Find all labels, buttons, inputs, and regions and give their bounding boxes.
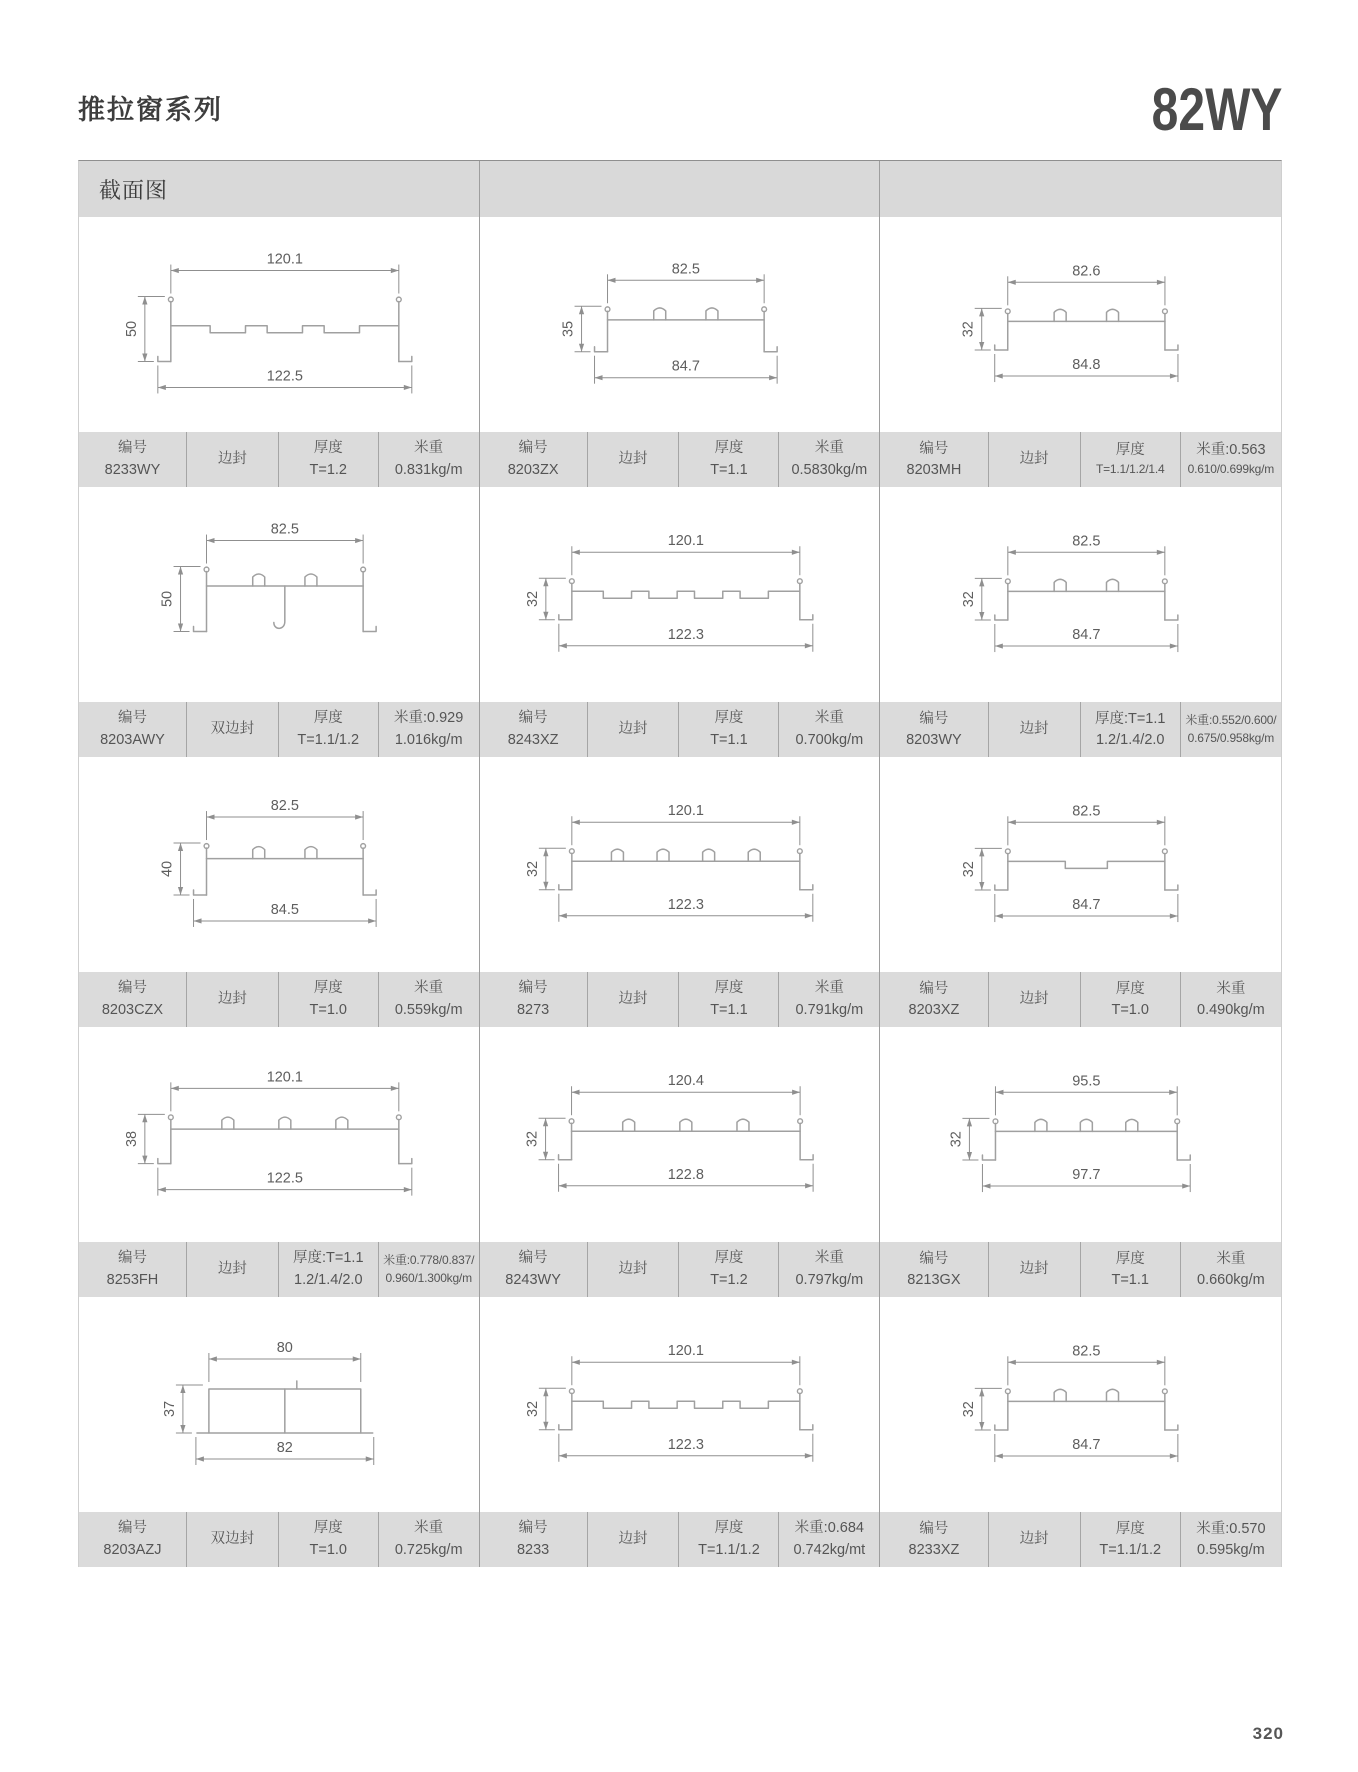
svg-text:50: 50 xyxy=(159,590,176,608)
svg-text:82.5: 82.5 xyxy=(270,798,299,815)
svg-text:120.1: 120.1 xyxy=(667,803,704,820)
info-seal xyxy=(588,1242,680,1297)
info-weight-value: 0.660kg/m xyxy=(1197,1271,1265,1288)
info-thickness-value: T=1.0 xyxy=(309,1541,347,1558)
profile-info-bar xyxy=(880,972,1281,1027)
page-header xyxy=(78,76,1282,143)
info-weight xyxy=(379,1512,479,1567)
cross-section-drawing xyxy=(79,217,479,432)
info-weight xyxy=(379,972,479,1027)
profile-cell xyxy=(79,1027,480,1297)
info-seal-value: 边封 xyxy=(1019,721,1049,738)
info-code-label: 编号 xyxy=(518,980,548,997)
info-weight xyxy=(379,1242,479,1297)
svg-text:32: 32 xyxy=(524,1400,541,1418)
info-code-label: 编号 xyxy=(117,440,147,457)
info-thickness-value: T=1.1 xyxy=(710,461,748,478)
info-weight-label: 米重 xyxy=(814,980,844,997)
table-header-cell xyxy=(480,161,881,217)
info-thickness-label: 厚度 xyxy=(1115,1250,1145,1267)
profile-cell xyxy=(480,1027,881,1297)
profile-info-bar xyxy=(79,972,479,1027)
svg-text:120.1: 120.1 xyxy=(667,1343,704,1360)
info-thickness xyxy=(679,432,779,487)
info-weight xyxy=(779,1242,879,1297)
profile-info-bar xyxy=(79,702,479,757)
info-weight xyxy=(1181,972,1281,1027)
info-weight-label: 米重:0.778/0.837/ xyxy=(383,1253,475,1268)
info-thickness-label: 厚度 xyxy=(313,710,343,727)
info-weight-value: 0.490kg/m xyxy=(1197,1001,1265,1018)
profile-cell xyxy=(79,487,480,757)
info-code-value: 8203MH xyxy=(906,461,962,478)
profile-table xyxy=(78,160,1282,1567)
info-code xyxy=(880,432,988,487)
info-thickness-label: 厚度 xyxy=(714,710,744,727)
info-code-value: 8213GX xyxy=(907,1271,961,1288)
cross-section-drawing xyxy=(880,487,1281,702)
info-weight xyxy=(779,1512,879,1567)
info-code-value: 8233XZ xyxy=(908,1541,960,1558)
info-weight xyxy=(1181,1512,1281,1567)
info-thickness-value: 1.2/1.4/2.0 xyxy=(294,1271,363,1288)
info-code-value: 8203WY xyxy=(906,731,962,748)
svg-text:82.5: 82.5 xyxy=(270,521,299,538)
info-weight-label: 米重 xyxy=(414,980,444,997)
info-code-value: 8233WY xyxy=(104,461,161,478)
info-weight-value: 0.559kg/m xyxy=(394,1001,463,1018)
profile-info-bar xyxy=(880,1242,1281,1297)
cross-section-drawing xyxy=(79,1027,479,1242)
info-thickness-label: 厚度 xyxy=(1115,1520,1145,1537)
svg-text:50: 50 xyxy=(123,320,140,338)
profile-cell xyxy=(480,217,881,487)
info-seal-value: 双边封 xyxy=(210,720,255,737)
info-thickness-value: 1.2/1.4/2.0 xyxy=(1095,731,1165,748)
profile-cell xyxy=(480,1297,881,1567)
info-weight-value: 0.797kg/m xyxy=(795,1271,864,1288)
info-weight-label: 米重 xyxy=(414,1520,444,1537)
svg-text:84.7: 84.7 xyxy=(671,358,700,375)
info-weight-label: 米重 xyxy=(1216,1250,1246,1267)
info-code-value: 8273 xyxy=(516,1001,550,1018)
svg-text:32: 32 xyxy=(524,1130,541,1148)
info-code-label: 编号 xyxy=(919,980,949,997)
info-weight-value: 0.960/1.300kg/m xyxy=(385,1270,472,1285)
info-seal xyxy=(187,702,279,757)
page-number: 320 xyxy=(1252,1724,1284,1743)
info-code-value: 8243XZ xyxy=(507,731,559,748)
table-header-row xyxy=(79,161,1281,217)
info-seal xyxy=(588,1512,680,1567)
cross-section-drawing xyxy=(880,757,1281,972)
info-thickness-value: T=1.1/1.2 xyxy=(297,731,360,748)
info-code-label: 编号 xyxy=(117,710,147,727)
profile-info-bar xyxy=(79,432,479,487)
info-weight-label: 米重 xyxy=(414,440,444,457)
cross-section-drawing xyxy=(880,217,1281,432)
info-thickness xyxy=(679,702,779,757)
info-weight-value: 0.675/0.958kg/m xyxy=(1187,730,1275,745)
profile-info-bar xyxy=(480,702,880,757)
info-seal xyxy=(187,432,279,487)
info-weight-label: 米重 xyxy=(814,1250,844,1267)
info-thickness-value: T=1.1 xyxy=(710,1001,748,1018)
info-weight-value: 0.725kg/m xyxy=(394,1541,463,1558)
cross-section-drawing xyxy=(480,1027,880,1242)
info-seal-value: 边封 xyxy=(217,990,247,1007)
info-seal xyxy=(989,432,1081,487)
info-code-label: 编号 xyxy=(919,1520,949,1537)
info-seal-value: 双边封 xyxy=(210,1530,255,1547)
info-code-value: 8203XZ xyxy=(908,1001,960,1018)
info-thickness xyxy=(279,1242,379,1297)
info-code-label: 编号 xyxy=(117,1520,147,1537)
profile-cell xyxy=(79,1297,480,1567)
profile-cell xyxy=(880,1297,1281,1567)
info-code-value: 8203AZJ xyxy=(103,1541,162,1558)
info-code-label: 编号 xyxy=(518,1520,548,1537)
cross-section-drawing xyxy=(480,1297,880,1512)
info-weight xyxy=(779,972,879,1027)
info-thickness xyxy=(679,972,779,1027)
profile-info-bar xyxy=(880,702,1281,757)
info-thickness xyxy=(679,1512,779,1567)
info-thickness xyxy=(1081,1242,1181,1297)
info-thickness-value: T=1.1/1.2 xyxy=(698,1541,760,1558)
svg-text:122.5: 122.5 xyxy=(266,1170,303,1187)
profile-grid xyxy=(79,217,1281,1567)
svg-text:37: 37 xyxy=(161,1400,178,1418)
profile-info-bar xyxy=(79,1512,479,1567)
info-weight-value: 0.5830kg/m xyxy=(791,461,868,478)
table-header-cell xyxy=(79,161,480,217)
info-weight-value: 0.610/0.699kg/m xyxy=(1187,462,1275,477)
info-thickness-label: 厚度 xyxy=(313,1520,343,1537)
info-seal-value: 边封 xyxy=(217,1260,247,1277)
profile-info-bar xyxy=(480,1242,880,1297)
info-seal-value: 边封 xyxy=(1019,451,1049,468)
info-thickness-value: T=1.1/1.2/1.4 xyxy=(1095,462,1165,477)
info-seal-value: 边封 xyxy=(1019,1531,1049,1548)
svg-text:84.7: 84.7 xyxy=(1072,897,1101,914)
info-thickness xyxy=(1081,432,1181,487)
profile-info-bar xyxy=(480,1512,880,1567)
info-weight-value: 0.700kg/m xyxy=(795,731,864,748)
info-code xyxy=(79,972,187,1027)
info-code xyxy=(880,972,988,1027)
info-seal-value: 边封 xyxy=(618,450,648,467)
info-thickness-value: T=1.1/1.2 xyxy=(1099,1541,1162,1558)
info-thickness xyxy=(279,972,379,1027)
svg-text:122.3: 122.3 xyxy=(667,626,704,643)
cross-section-drawing xyxy=(480,757,880,972)
profile-info-bar xyxy=(880,1512,1281,1567)
svg-text:82.6: 82.6 xyxy=(1072,263,1101,280)
info-code xyxy=(79,1512,187,1567)
info-seal xyxy=(187,1512,279,1567)
info-code-label: 编号 xyxy=(518,710,548,727)
svg-text:32: 32 xyxy=(524,590,541,608)
info-code xyxy=(79,432,187,487)
profile-cell xyxy=(880,757,1281,1027)
table-header-cell xyxy=(880,161,1281,217)
model-code: 82WY xyxy=(1151,76,1282,143)
svg-text:82.5: 82.5 xyxy=(1072,1343,1101,1360)
info-weight-label: 米重:0.563 xyxy=(1196,442,1266,459)
svg-text:32: 32 xyxy=(961,591,978,608)
info-code-label: 编号 xyxy=(919,710,949,727)
svg-text:40: 40 xyxy=(159,860,176,878)
svg-text:35: 35 xyxy=(560,320,577,338)
cross-section-drawing xyxy=(880,1297,1281,1512)
info-code-value: 8203ZX xyxy=(507,461,559,478)
svg-text:122.8: 122.8 xyxy=(667,1166,704,1183)
info-code xyxy=(79,1242,187,1297)
info-seal xyxy=(187,972,279,1027)
info-code xyxy=(480,432,588,487)
info-thickness xyxy=(279,432,379,487)
cross-section-drawing xyxy=(480,217,880,432)
info-weight xyxy=(779,702,879,757)
svg-text:80: 80 xyxy=(276,1339,293,1356)
info-weight-value: 0.831kg/m xyxy=(394,461,463,478)
svg-text:32: 32 xyxy=(948,1131,965,1148)
svg-text:122.5: 122.5 xyxy=(266,368,303,385)
info-thickness-label: 厚度 xyxy=(714,1520,744,1537)
info-seal xyxy=(989,972,1081,1027)
profile-cell xyxy=(880,1027,1281,1297)
info-code-label: 编号 xyxy=(117,980,147,997)
info-weight xyxy=(779,432,879,487)
svg-text:82.5: 82.5 xyxy=(1072,803,1101,820)
info-weight-label: 米重:0.684 xyxy=(794,1520,864,1537)
info-code-label: 编号 xyxy=(518,440,548,457)
info-weight-label: 米重 xyxy=(1216,980,1246,997)
info-thickness-value: T=1.2 xyxy=(309,461,347,478)
info-seal-value: 边封 xyxy=(618,1530,648,1547)
profile-cell xyxy=(79,217,480,487)
info-seal xyxy=(588,432,680,487)
info-code xyxy=(480,1512,588,1567)
info-code-value: 8233 xyxy=(516,1541,550,1558)
info-seal xyxy=(989,1242,1081,1297)
info-thickness xyxy=(1081,972,1181,1027)
svg-text:95.5: 95.5 xyxy=(1072,1073,1101,1090)
info-thickness-value: T=1.1 xyxy=(1111,1271,1149,1288)
info-weight-value: 0.742kg/mt xyxy=(793,1541,866,1558)
info-seal-value: 边封 xyxy=(618,990,648,1007)
profile-info-bar xyxy=(79,1242,479,1297)
info-thickness xyxy=(1081,702,1181,757)
info-code-label: 编号 xyxy=(919,1250,949,1267)
info-thickness-label: 厚度 xyxy=(313,980,343,997)
profile-info-bar xyxy=(880,432,1281,487)
svg-text:97.7: 97.7 xyxy=(1072,1167,1101,1184)
info-code xyxy=(880,1242,988,1297)
info-weight-value: 0.595kg/m xyxy=(1197,1541,1265,1558)
profile-cell xyxy=(880,487,1281,757)
info-code-value: 8203AWY xyxy=(100,731,165,748)
svg-text:82: 82 xyxy=(276,1440,293,1457)
info-weight xyxy=(379,432,479,487)
info-thickness xyxy=(279,702,379,757)
info-weight-label: 米重:0.570 xyxy=(1196,1520,1266,1537)
info-code-label: 编号 xyxy=(919,440,949,457)
info-code xyxy=(480,702,588,757)
cross-section-drawing xyxy=(480,487,880,702)
info-weight xyxy=(1181,702,1281,757)
info-code xyxy=(480,972,588,1027)
info-code xyxy=(880,1512,988,1567)
info-seal xyxy=(588,702,680,757)
svg-text:82.5: 82.5 xyxy=(671,261,700,278)
info-code-value: 8253FH xyxy=(106,1271,159,1288)
info-thickness-value: T=1.2 xyxy=(710,1271,748,1288)
svg-text:120.1: 120.1 xyxy=(667,533,704,550)
svg-text:32: 32 xyxy=(961,321,978,338)
info-thickness-label: 厚度 xyxy=(1115,442,1145,459)
info-seal xyxy=(989,1512,1081,1567)
info-thickness-label: 厚度 xyxy=(714,980,744,997)
info-weight-label: 米重 xyxy=(814,440,844,457)
svg-text:122.3: 122.3 xyxy=(667,896,704,913)
info-thickness-label: 厚度 xyxy=(313,440,343,457)
cross-section-drawing xyxy=(880,1027,1281,1242)
info-seal xyxy=(588,972,680,1027)
svg-text:32: 32 xyxy=(524,860,541,878)
info-weight xyxy=(379,702,479,757)
info-weight-label: 米重:0.552/0.600/ xyxy=(1185,713,1277,728)
info-seal xyxy=(187,1242,279,1297)
svg-text:84.7: 84.7 xyxy=(1072,1437,1101,1454)
info-thickness-value: T=1.0 xyxy=(1111,1001,1149,1018)
profile-cell xyxy=(880,217,1281,487)
info-seal-value: 边封 xyxy=(618,1260,648,1277)
info-seal-value: 边封 xyxy=(217,450,247,467)
info-code-value: 8243WY xyxy=(505,1271,561,1288)
cross-section-drawing xyxy=(79,487,479,702)
info-code xyxy=(480,1242,588,1297)
info-thickness-label: 厚度 xyxy=(1115,980,1145,997)
cross-section-drawing xyxy=(79,1297,479,1512)
profile-cell xyxy=(480,487,881,757)
section-header-label: 截面图 xyxy=(99,177,169,203)
info-code-label: 编号 xyxy=(117,1250,147,1267)
profile-info-bar xyxy=(480,972,880,1027)
svg-text:32: 32 xyxy=(961,1401,978,1418)
info-code xyxy=(880,702,988,757)
info-weight-label: 米重:0.929 xyxy=(394,710,464,727)
svg-text:120.1: 120.1 xyxy=(266,1069,303,1086)
svg-text:82.5: 82.5 xyxy=(1072,533,1101,550)
info-seal-value: 边封 xyxy=(1019,991,1049,1008)
info-weight xyxy=(1181,1242,1281,1297)
info-seal-value: 边封 xyxy=(1019,1261,1049,1278)
profile-info-bar xyxy=(480,432,880,487)
info-thickness xyxy=(1081,1512,1181,1567)
info-thickness-label: 厚度:T=1.1 xyxy=(1094,710,1166,727)
svg-text:122.3: 122.3 xyxy=(667,1436,704,1453)
info-thickness xyxy=(279,1512,379,1567)
svg-text:84.5: 84.5 xyxy=(270,901,299,918)
profile-cell xyxy=(480,757,881,1027)
info-code xyxy=(79,702,187,757)
svg-text:84.7: 84.7 xyxy=(1072,627,1101,644)
info-weight-value: 1.016kg/m xyxy=(394,731,463,748)
info-weight xyxy=(1181,432,1281,487)
series-title: 推拉窗系列 xyxy=(78,95,223,125)
info-weight-label: 米重 xyxy=(814,710,844,727)
info-thickness-value: T=1.1 xyxy=(710,731,748,748)
svg-text:84.8: 84.8 xyxy=(1072,357,1101,374)
info-code-label: 编号 xyxy=(518,1250,548,1267)
svg-text:32: 32 xyxy=(961,861,978,878)
profile-cell xyxy=(79,757,480,1027)
info-seal-value: 边封 xyxy=(618,720,648,737)
svg-text:120.1: 120.1 xyxy=(266,251,303,268)
info-thickness xyxy=(679,1242,779,1297)
cross-section-drawing xyxy=(79,757,479,972)
svg-text:120.4: 120.4 xyxy=(667,1073,704,1090)
info-thickness-value: T=1.0 xyxy=(309,1001,347,1018)
info-thickness-label: 厚度 xyxy=(714,1250,744,1267)
info-weight-value: 0.791kg/m xyxy=(795,1001,864,1018)
svg-text:38: 38 xyxy=(123,1130,140,1148)
info-thickness-label: 厚度 xyxy=(714,440,744,457)
info-seal xyxy=(989,702,1081,757)
info-code-value: 8203CZX xyxy=(101,1001,164,1018)
info-thickness-label: 厚度:T=1.1 xyxy=(293,1250,364,1267)
